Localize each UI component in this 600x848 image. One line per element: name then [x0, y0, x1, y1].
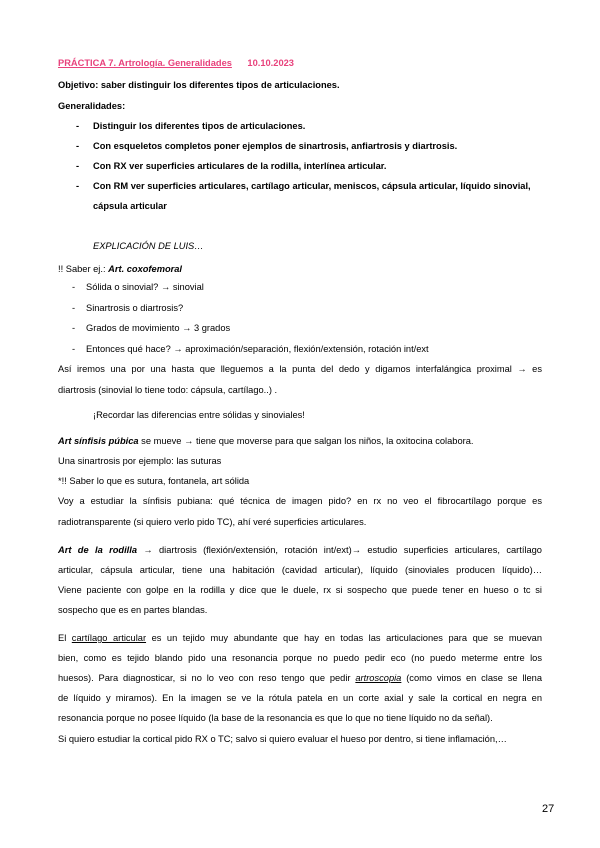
list-dash: -	[76, 161, 80, 171]
list-item: Sólida o sinovial? → sinovial	[86, 282, 204, 292]
list-dash: -	[76, 181, 80, 191]
paragraph-line: sospecho que es en partes blandas.	[58, 605, 208, 615]
list-item: Entonces qué hace? → aproximación/separación, flexión/extensión, rotación int/ext	[86, 344, 429, 354]
list-item: Con RM ver superficies articulares, cartílago articular, meniscos, cápsula articular, líquido sinovial,	[93, 181, 531, 191]
objective-line: Objetivo: saber distinguir los diferentes tipos de articulaciones.	[58, 80, 340, 90]
paragraph-line: bien, como es tejido blando pido una resonancia porque no puedo pedir eco (no puedo meterme entre los	[58, 653, 542, 663]
list-item: Con RX ver superficies articulares de la rodilla, interlínea articular.	[93, 161, 387, 171]
paragraph-line: articular, cápsula articular, tiene una habitación (cavidad articular), líquido (sinoviales producen líquido)…	[58, 565, 542, 575]
paragraph-line: Voy a estudiar la sínfisis pubiana: qué técnica de imagen pido? en rx no veo el fibrocartílago porque es	[58, 496, 542, 506]
cartilago-rest: es un tejido muy abundante que hay en todas las articulaciones para que se muevan	[146, 633, 543, 643]
paragraph-line: Así iremos una por una hasta que lleguemos a la punta del dedo y digamos interfalángica proximal → es	[58, 364, 542, 374]
practice-header	[58, 57, 294, 70]
paragraph-line: Una sinartrosis por ejemplo: las suturas	[58, 456, 222, 466]
list-dash: -	[76, 121, 80, 131]
rodilla-rest: → diartrosis (flexión/extensión, rotación int/ext)→ estudio superficies articulares, cartílago	[137, 545, 542, 555]
list-dash: -	[72, 282, 76, 292]
cartilago-term: cartílago articular	[71, 633, 147, 643]
paragraph-line: Si quiero estudiar la cortical pido RX o TC; salvo si quiero evaluar el hueso por dentro, si tiene inflamación,…	[58, 734, 507, 744]
saber-joint: Art. coxofemoral	[108, 264, 183, 274]
list-item: Grados de movimiento → 3 grados	[86, 323, 231, 333]
paragraph-line: *!! Saber lo que es sutura, fontanela, art sólida	[58, 476, 250, 486]
paragraph-line: Viene paciente con golpe en la rodilla y dice que le duele, rx si sospecho que puede tener en hueso o tc si	[58, 585, 542, 595]
explicacion-heading: EXPLICACIÓN DE LUIS…	[93, 241, 204, 251]
list-dash: -	[72, 344, 76, 354]
sinfisis-line	[58, 435, 473, 448]
rodilla-term: Art de la rodilla	[58, 545, 137, 555]
artroscopia-rest: (como vimos en clase se llena	[401, 673, 542, 683]
saber-prefix: !! Saber ej.:	[58, 264, 109, 274]
header-title: PRÁCTICA 7. Artrología. Generalidades	[58, 58, 232, 68]
list-dash: -	[72, 323, 76, 333]
artroscopia-prefix: huesos). Para diagnosticar, si no lo veo con reso tengo que pedir	[58, 673, 356, 683]
sinfisis-rest: se mueve → tiene que moverse para que salgan los niños, la oxitocina colabora.	[138, 436, 474, 446]
cartilago-line	[58, 632, 542, 645]
artroscopia-term: artroscopia	[355, 673, 402, 683]
saber-line	[58, 263, 182, 276]
list-dash: -	[72, 303, 76, 313]
header-date: 10.10.2023	[247, 58, 294, 68]
list-item: Distinguir los diferentes tipos de articulaciones.	[93, 121, 306, 131]
generalidades-label: Generalidades:	[58, 101, 126, 111]
list-item-continued: cápsula articular	[93, 201, 167, 211]
artroscopia-line	[58, 672, 542, 685]
reminder-line: ¡Recordar las diferencias entre sólidas y sinoviales!	[93, 410, 305, 420]
cartilago-prefix: El	[58, 633, 72, 643]
paragraph-line: radiotransparente (si quiero verlo pido TC), ahí veré superficies articulares.	[58, 517, 367, 527]
list-dash: -	[76, 141, 80, 151]
paragraph-line: diartrosis (sinovial lo tiene todo: cápsula, cartílago..) .	[58, 385, 278, 395]
list-item: Con esqueletos completos poner ejemplos de sinartrosis, anfiartrosis y diartrosis.	[93, 141, 458, 151]
paragraph-line: de líquido y miramos). En la imagen se ve la rótula patela en un corte axial y sale la cortical en negra en	[58, 693, 542, 703]
paragraph-line: resonancia porque no posee líquido (la base de la resonancia es que lo que no tiene líquido no da señal).	[58, 713, 493, 723]
rodilla-line	[58, 544, 542, 557]
sinfisis-term: Art sínfisis púbica	[58, 436, 139, 446]
list-item: Sinartrosis o diartrosis?	[86, 303, 184, 313]
page-number: 27	[542, 803, 555, 815]
